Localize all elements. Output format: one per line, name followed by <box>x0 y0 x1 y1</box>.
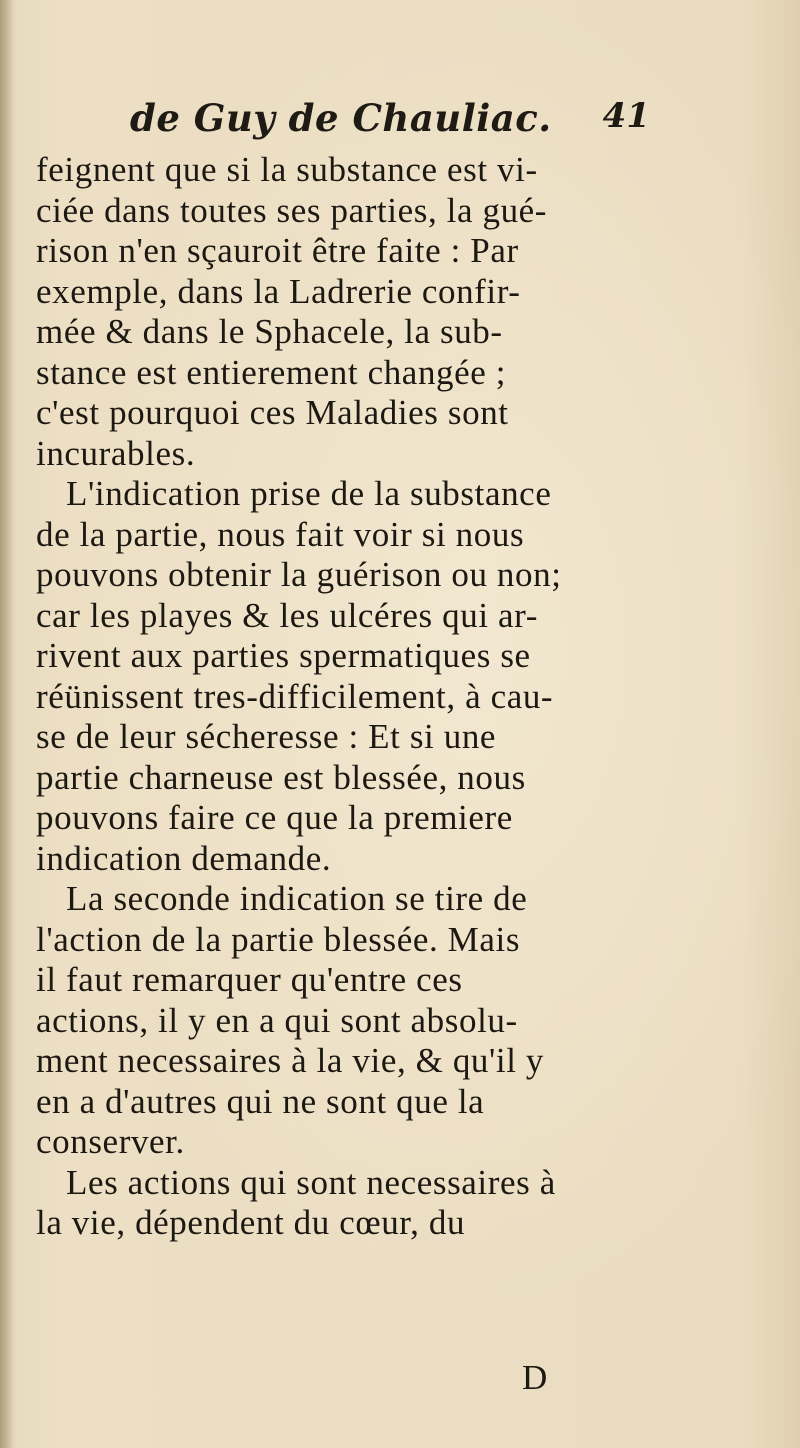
text-line: pouvons faire ce que la premiere <box>36 798 513 837</box>
text-line: incurables. <box>36 433 196 473</box>
text-line: rivent aux parties spermatiques se <box>36 636 531 675</box>
text-line: c'est pourquoi ces Maladies sont <box>36 393 509 432</box>
text-line: actions, il y en a qui sont absolu- <box>36 1000 518 1040</box>
text-line: La seconde indication se tire de <box>66 879 528 918</box>
text-line: indication demande. <box>36 838 332 878</box>
text-line: L'indication prise de la substance <box>66 474 552 513</box>
text-line: la vie, dépendent du cœur, du <box>36 1203 466 1242</box>
text-line: Les actions qui sont necessaires à <box>66 1162 556 1202</box>
text-line: mée & dans le Sphacele, la sub- <box>36 312 503 351</box>
text-line: exemple, dans la Ladrerie confir- <box>36 271 521 311</box>
page-header <box>130 96 650 146</box>
gutter-shadow <box>0 0 14 1448</box>
text-line: l'action de la partie blessée. Mais <box>36 919 521 959</box>
page-number: 41 <box>602 96 650 136</box>
text-line: réünissent tres-difficilement, à cau- <box>36 676 554 716</box>
text-line: stance est entierement changée ; <box>36 352 507 392</box>
text-line: ciée dans toutes ses parties, la gué- <box>36 190 548 230</box>
text-line: partie charneuse est blessée, nous <box>36 757 526 797</box>
text-line: conserver. <box>36 1122 185 1161</box>
text-line: feignent que si la substance est vi- <box>36 150 538 189</box>
text-line: il faut remarquer qu'entre ces <box>36 960 463 999</box>
text-line: rison n'en sçauroit être faite : Par <box>36 231 519 270</box>
running-title: de Guy de Chauliac. <box>130 96 552 140</box>
text-line: se de leur sécheresse : Et si une <box>36 717 497 756</box>
text-line: de la partie, nous fait voir si nous <box>36 514 525 554</box>
body-text <box>36 150 656 1244</box>
text-line: ment necessaires à la vie, & qu'il y <box>36 1041 545 1080</box>
text-line: car les playes & les ulcéres qui ar- <box>36 595 538 635</box>
text-line: en a d'autres qui ne sont que la <box>36 1081 485 1121</box>
text-line: pouvons obtenir la guérison ou non; <box>36 555 562 594</box>
signature-mark: D <box>522 1358 548 1397</box>
